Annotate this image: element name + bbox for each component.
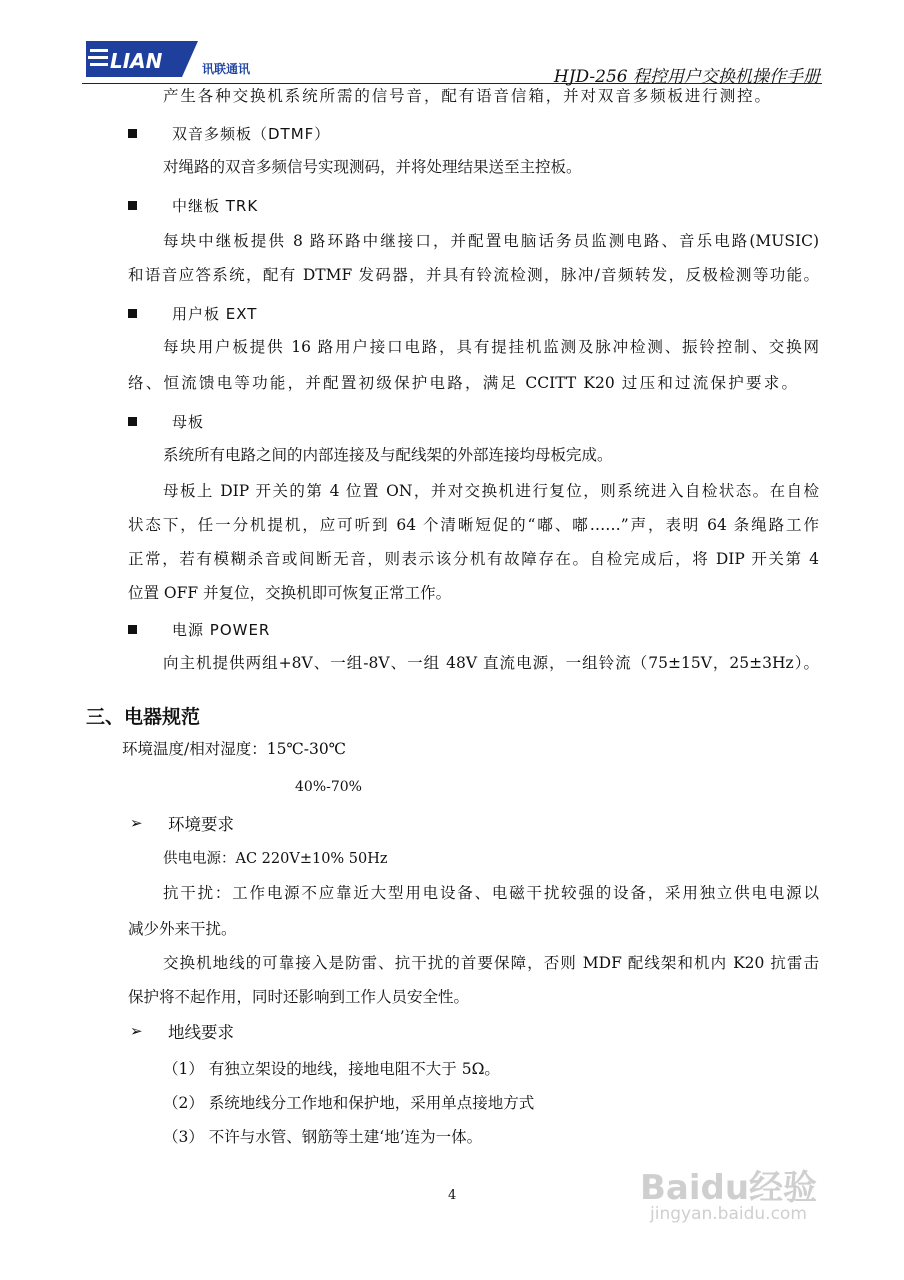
paragraph-line: 抗干扰：工作电源不应靠近大型用电设备、电磁干扰较强的设备，采用独立供电电源以 (163, 884, 819, 902)
env-temperature: 环境温度/相对湿度：15℃-30℃ (122, 740, 347, 758)
paragraph-line: 供电电源：AC 220V±10% 50Hz (163, 851, 388, 867)
paragraph-line: 对绳路的双音多频信号实现测码，并将处理结果送至主控板。 (163, 158, 582, 176)
paragraph-line: 每块用户板提供 16 路用户接口电路，具有提挂机监测及脉冲检测、振铃控制、交换网 (163, 338, 819, 356)
watermark-brand: Baidu经验 (640, 1168, 818, 1208)
heading-dtmf: 双音多频板（DTMF） (172, 125, 331, 143)
svg-text:LIAN: LIAN (110, 49, 163, 73)
heading-ext: 用户板 EXT (172, 305, 258, 323)
paragraph-line: 络、恒流馈电等功能，并配置初级保护电路，满足 CCITT K20 过压和过流保护要求。 (128, 374, 797, 392)
subheading-ground: 地线要求 (168, 1023, 234, 1042)
list-item: （2） 系统地线分工作地和保护地，采用单点接地方式 (163, 1094, 535, 1112)
watermark-url: jingyan.baidu.com (650, 1204, 807, 1224)
heading-power: 电源 POWER (172, 621, 271, 639)
arrow-bullet-icon: ➢ (130, 814, 143, 832)
list-item: （3） 不许与水管、钢筋等土建‘地’连为一体。 (163, 1128, 483, 1146)
paragraph-line: 每块中继板提供 8 路环路中继接口，并配置电脑话务员监测电路、音乐电路(MUSIC) (163, 232, 819, 250)
paragraph-line: 向主机提供两组+8V、一组-8V、一组 48V 直流电源，一组铃流（75±15V，25±3Hz）。 (163, 654, 819, 672)
square-bullet-icon (128, 417, 137, 426)
paragraph-line: 位置 OFF 并复位，交换机即可恢复正常工作。 (128, 584, 452, 602)
brand-name: 讯联通讯 (202, 62, 251, 76)
paragraph-line: 状态下，任一分机提机，应可听到 64 个清晰短促的“嘟、嘟……”声，表明 64 条绳路工作 (128, 516, 819, 534)
paragraph-line: 减少外来干扰。 (128, 920, 237, 938)
baidu-watermark (640, 1160, 818, 1224)
lian-logo (86, 41, 198, 77)
heading-motherboard: 母板 (172, 413, 205, 431)
document-title: HJD-256 程控用户交换机操作手册 (553, 67, 820, 87)
arrow-bullet-icon: ➢ (130, 1022, 143, 1040)
paragraph-line: 系统所有电路之间的内部连接及与配线架的外部连接均母板完成。 (163, 446, 613, 464)
heading-trk: 中继板 TRK (172, 197, 259, 215)
subheading-environment: 环境要求 (168, 815, 234, 834)
square-bullet-icon (128, 129, 137, 138)
list-item: （1） 有独立架设的地线，接地电阻不大于 5Ω。 (163, 1060, 500, 1078)
square-bullet-icon (128, 201, 137, 210)
paragraph-line: 保护将不起作用，同时还影响到工作人员安全性。 (128, 988, 470, 1006)
paragraph-line: 交换机地线的可靠接入是防雷、抗干扰的首要保障，否则 MDF 配线架和机内 K20 抗雷击 (163, 954, 819, 972)
paragraph-line: 产生各种交换机系统所需的信号音，配有语音信箱，并对双音多频板进行测控。 (163, 87, 770, 105)
square-bullet-icon (128, 625, 137, 634)
paragraph-line: 和语音应答系统，配有 DTMF 发码器，并具有铃流检测，脉冲/音频转发，反极检测等功能。 (128, 266, 819, 284)
header-rule (82, 83, 822, 84)
paragraph-line: 母板上 DIP 开关的第 4 位置 ON，并对交换机进行复位，则系统进入自检状态。在自检 (163, 482, 819, 500)
env-humidity: 40%-70% (295, 779, 362, 795)
square-bullet-icon (128, 309, 137, 318)
page-number: 4 (448, 1188, 457, 1203)
section-heading: 三、电器规范 (86, 706, 201, 728)
paragraph-line: 正常，若有模糊杀音或间断无音，则表示该分机有故障存在。自检完成后，将 DIP 开关第 4 (128, 550, 819, 568)
